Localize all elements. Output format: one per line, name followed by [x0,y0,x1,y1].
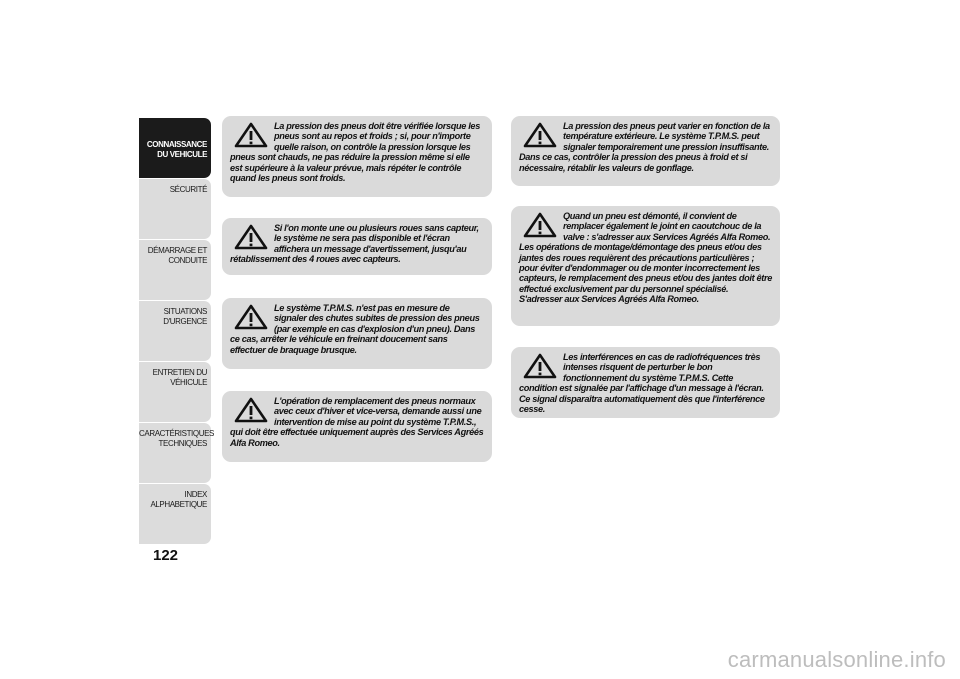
warning-box [511,206,780,326]
warning-triangle-icon [523,212,557,238]
warning-text: L'opération de remplacement des pneus normaux avec ceux d'hiver et vice-versa, demande aussi une intervention de mise au point du système T.P.M.S., qui doit être effectuée uniquement auprès des Services Agréés Alfa Romeo. [230,396,484,448]
tab-connaissance-du-vehicule[interactable]: CONNAISSANCE DU VEHICULE [139,118,211,178]
warning-triangle-icon [234,304,268,330]
tab-situations-durgence[interactable]: SITUATIONS D'URGENCE [139,301,211,361]
warning-text: Si l'on monte une ou plusieurs roues sans capteur, le système ne sera pas disponible et l'écran affichera un message d'avertissement, jusqu'au rétablissement des 4 roues avec capteurs. [230,223,479,265]
tab-index-alphabetique[interactable]: INDEX ALPHABETIQUE [139,484,211,544]
warning-triangle-icon [234,397,268,423]
warning-text: Le système T.P.M.S. n'est pas en mesure de signaler des chutes subites de pression des pneus (par exemple en cas d'explosion d'un pneu). Dans ce cas, arrêter le véhicule en freinant doucement sans effectuer de braquage brusque. [230,303,480,355]
warning-triangle-icon [523,353,557,379]
warning-box [222,116,492,197]
page-number: 122 [153,547,179,564]
tab-demarrage-et-conduite[interactable]: DÉMARRAGE ET CONDUITE [139,240,211,300]
tab-securite[interactable]: SÉCURITÉ [139,179,211,239]
warning-box [511,347,780,418]
tab-caracteristiques-techniques[interactable]: CARACTÉRISTIQUES TECHNIQUES [139,423,211,483]
tab-entretien-du-vehicule[interactable]: ENTRETIEN DU VÉHICULE [139,362,211,422]
warning-box [222,218,492,275]
warning-text: Quand un pneu est démonté, il convient de remplacer également le joint en caoutchouc de la valve : s'adresser aux Services Agréés Alfa Romeo. Les opérations de montage/démontage des pneus et/ou des jantes des roues requièrent des précautions particulières ; pour éviter d'endommager ou de monter incorrectement les capteurs, le remplacement des pneus et/ou des jantes doit être effectué exclusivement par du personnel spécialisé. S'adresser aux Services Agréés Alfa Romeo. [519,211,772,305]
warning-triangle-icon [523,122,557,148]
warning-text: La pression des pneus peut varier en fonction de la température extérieure. Le système T.P.M.S. peut signaler temporairement une pression insuffisante. Dans ce cas, contrôler la pression des pneus à froid et si nécessaire, rétablir les valeurs de gonflage. [519,121,770,173]
warning-box [222,391,492,462]
warning-text: Les interférences en cas de radiofréquences très intenses risquent de perturber le bon fonctionnement du système T.P.M.S. Cette condition est signalée par l'affichage d'un message à l'écran. Ce signal disparaîtra automatiquement dès que l'interférence cesse. [519,352,765,415]
warning-triangle-icon [234,224,268,250]
warning-box [222,298,492,369]
watermark: carmanualsonline.info [727,647,946,672]
warning-text: La pression des pneus doit être vérifiée lorsque les pneus sont au repos et froids ; si, pour n'importe quelle raison, on contrôle la pression lorsque les pneus sont chauds, ne pas réduire la pression même si elle est supérieure à la valeur prévue, mais répéter le contrôle quand les pneus sont froids. [230,121,480,184]
warning-triangle-icon [234,122,268,148]
warning-box [511,116,780,186]
